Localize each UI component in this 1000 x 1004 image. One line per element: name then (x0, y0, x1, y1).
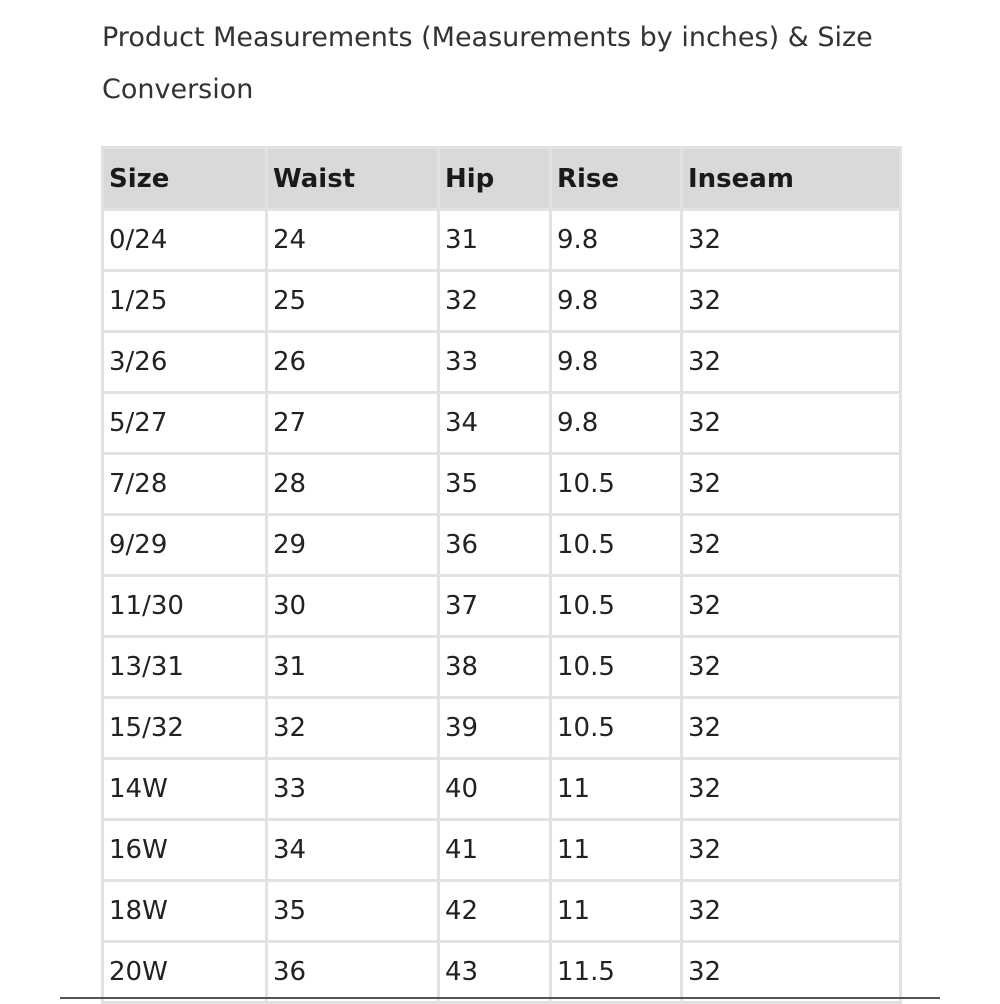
header-rise: Rise (551, 148, 682, 210)
cell-waist: 35 (267, 881, 439, 942)
cell-waist: 28 (267, 454, 439, 515)
header-hip: Hip (439, 148, 551, 210)
cell-waist: 36 (267, 942, 439, 1003)
table-header-row (103, 148, 901, 210)
header-size: Size (103, 148, 267, 210)
cell-waist: 26 (267, 332, 439, 393)
cell-hip: 40 (439, 759, 551, 820)
cell-waist: 29 (267, 515, 439, 576)
cell-hip: 42 (439, 881, 551, 942)
cell-size: 0/24 (103, 210, 267, 271)
cell-rise: 9.8 (551, 393, 682, 454)
table-row (103, 454, 901, 515)
cell-hip: 41 (439, 820, 551, 881)
table-row (103, 759, 901, 820)
cell-inseam: 32 (682, 698, 901, 759)
cell-inseam: 32 (682, 332, 901, 393)
cell-waist: 33 (267, 759, 439, 820)
cell-waist: 31 (267, 637, 439, 698)
table-row (103, 515, 901, 576)
cell-rise: 10.5 (551, 637, 682, 698)
cell-hip: 43 (439, 942, 551, 1003)
cell-size: 7/28 (103, 454, 267, 515)
cell-inseam: 32 (682, 271, 901, 332)
page-title: Product Measurements (Measurements by inches) & Size Conversion (102, 22, 873, 105)
table-row (103, 576, 901, 637)
cell-waist: 30 (267, 576, 439, 637)
header-inseam: Inseam (682, 148, 901, 210)
cell-inseam: 32 (682, 210, 901, 271)
cell-hip: 36 (439, 515, 551, 576)
cell-size: 3/26 (103, 332, 267, 393)
table-row (103, 393, 901, 454)
cell-waist: 25 (267, 271, 439, 332)
cell-inseam: 32 (682, 515, 901, 576)
cell-hip: 37 (439, 576, 551, 637)
cell-hip: 38 (439, 637, 551, 698)
cell-size: 15/32 (103, 698, 267, 759)
cell-inseam: 32 (682, 637, 901, 698)
bottom-divider (60, 997, 940, 999)
cell-size: 14W (103, 759, 267, 820)
table-row (103, 698, 901, 759)
cell-waist: 27 (267, 393, 439, 454)
cell-hip: 33 (439, 332, 551, 393)
cell-size: 18W (103, 881, 267, 942)
cell-hip: 34 (439, 393, 551, 454)
cell-rise: 11 (551, 881, 682, 942)
cell-size: 1/25 (103, 271, 267, 332)
cell-inseam: 32 (682, 881, 901, 942)
cell-hip: 35 (439, 454, 551, 515)
cell-rise: 10.5 (551, 454, 682, 515)
cell-hip: 39 (439, 698, 551, 759)
table-row (103, 637, 901, 698)
cell-size: 11/30 (103, 576, 267, 637)
cell-size: 13/31 (103, 637, 267, 698)
cell-waist: 34 (267, 820, 439, 881)
cell-waist: 24 (267, 210, 439, 271)
cell-inseam: 32 (682, 393, 901, 454)
cell-rise: 10.5 (551, 576, 682, 637)
header-waist: Waist (267, 148, 439, 210)
table-row (103, 271, 901, 332)
cell-rise: 10.5 (551, 515, 682, 576)
cell-rise: 9.8 (551, 271, 682, 332)
cell-rise: 9.8 (551, 210, 682, 271)
table-row (103, 942, 901, 1003)
cell-hip: 32 (439, 271, 551, 332)
cell-waist: 32 (267, 698, 439, 759)
cell-rise: 11 (551, 820, 682, 881)
cell-inseam: 32 (682, 759, 901, 820)
table-row (103, 210, 901, 271)
cell-hip: 31 (439, 210, 551, 271)
size-chart-table (101, 146, 902, 1004)
cell-size: 9/29 (103, 515, 267, 576)
cell-inseam: 32 (682, 942, 901, 1003)
cell-rise: 10.5 (551, 698, 682, 759)
table-row (103, 820, 901, 881)
cell-inseam: 32 (682, 576, 901, 637)
cell-size: 16W (103, 820, 267, 881)
cell-size: 20W (103, 942, 267, 1003)
cell-rise: 9.8 (551, 332, 682, 393)
cell-size: 5/27 (103, 393, 267, 454)
cell-rise: 11.5 (551, 942, 682, 1003)
cell-inseam: 32 (682, 820, 901, 881)
cell-inseam: 32 (682, 454, 901, 515)
table-row (103, 332, 901, 393)
table-row (103, 881, 901, 942)
cell-rise: 11 (551, 759, 682, 820)
